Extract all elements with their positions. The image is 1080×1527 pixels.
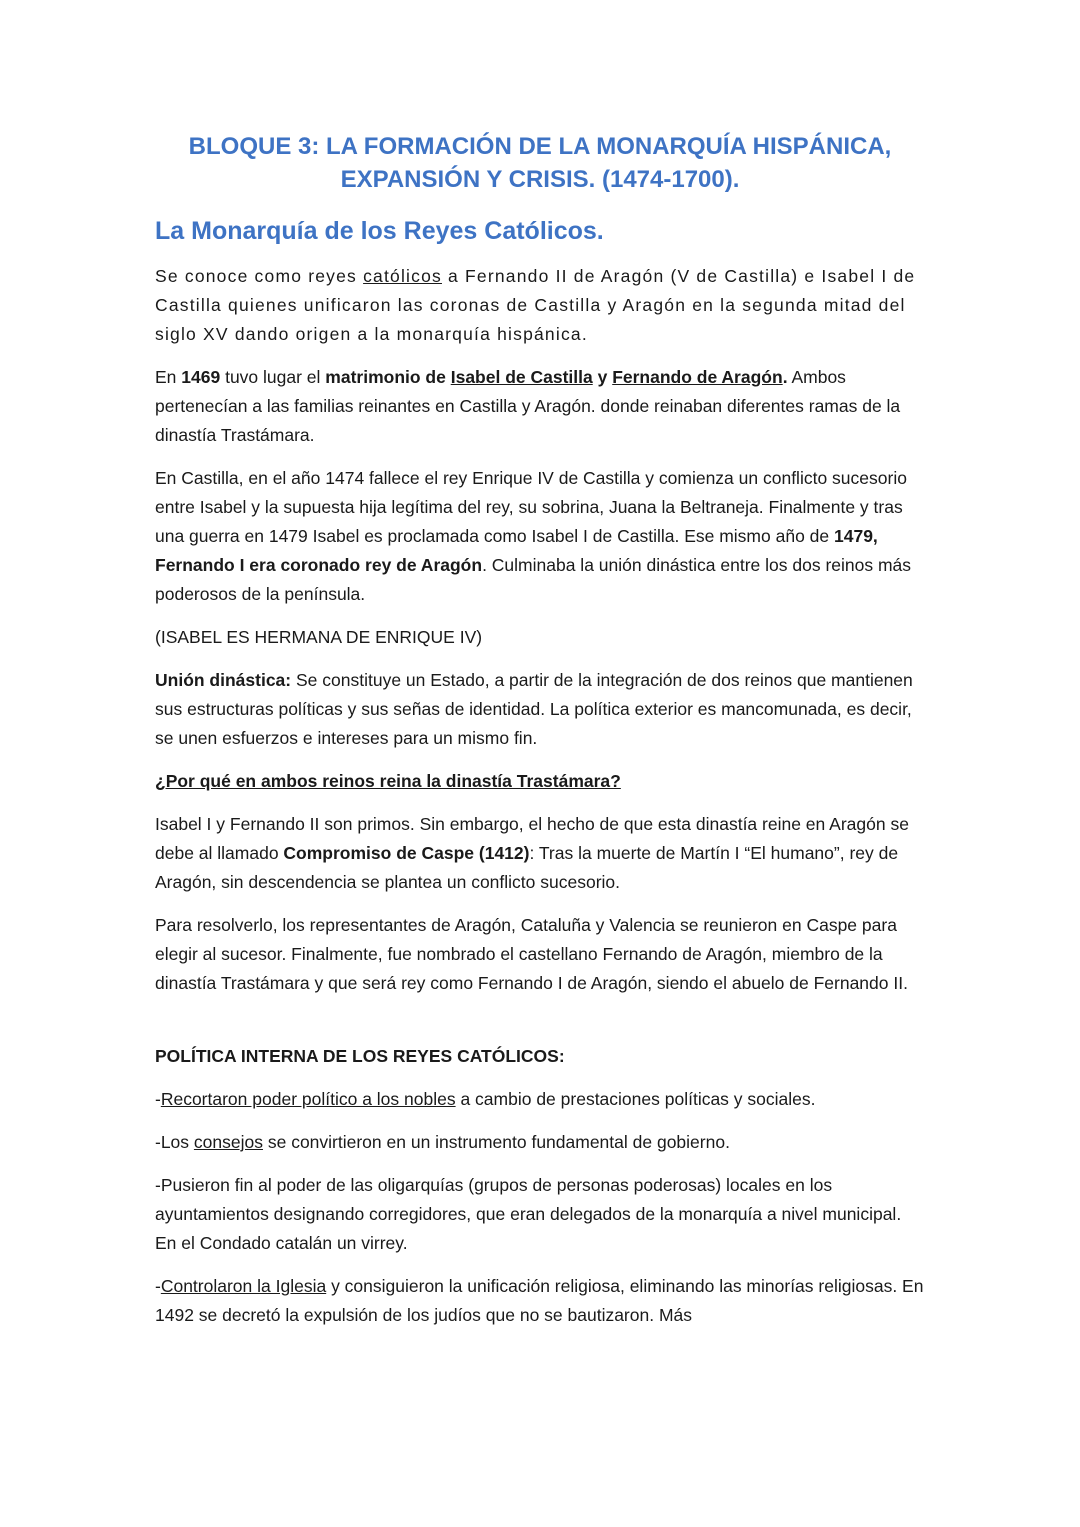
bullet-consejos bbox=[155, 1128, 925, 1157]
text-run: . Culminaba la unión dinástica entre los dos reinos más poderosos de la península. bbox=[155, 555, 912, 604]
text-run: En bbox=[155, 367, 182, 387]
text-run: y consiguieron la unificación religiosa, eliminando las minorías religiosas. En 1492 se decretó la expulsión de los judíos que no se bautizaron. Más bbox=[155, 1276, 924, 1325]
bold-text: 1469 bbox=[181, 367, 221, 387]
text-run: Se conoce como reyes bbox=[155, 266, 364, 286]
underlined-text: Controlaron la Iglesia bbox=[160, 1276, 327, 1296]
text-run: - bbox=[155, 1089, 161, 1109]
text-run: a Fernando II de Aragón (V de Castilla) e Isabel I de Castilla quienes unificaron las coronas de Castilla y Aragón en la segunda mitad del siglo XV dando origen a la monarquía hispánica. bbox=[155, 266, 916, 344]
bold-text: matrimonio de bbox=[325, 367, 451, 387]
paragraph-castilla bbox=[155, 464, 925, 609]
question-heading: ¿Por qué en ambos reinos reina la dinastía Trastámara? bbox=[155, 771, 621, 791]
bullet-nobles bbox=[155, 1085, 925, 1114]
text-run: Isabel I y Fernando II son primos. Sin embargo, el hecho de que esta dinastía reine en Aragón se debe al llamado bbox=[155, 814, 909, 863]
text-run: En Castilla, en el año 1474 fallece el rey Enrique IV de Castilla y comienza un conflicto sucesorio entre Isabel y la supuesta hija legítima del rey, su sobrina, Juana la Beltraneja. Finalmente y tras una guerra en 1479 Isabel es proclamada como Isabel I de Castilla. Ese mismo año de bbox=[155, 468, 907, 546]
document-title-line-1: BLOQUE 3: LA FORMACIÓN DE LA MONARQUÍA HISPÁNICA, bbox=[188, 133, 892, 160]
bold-underlined-text: Isabel de Castilla bbox=[450, 367, 593, 387]
section-heading-politica-interna bbox=[155, 1042, 925, 1071]
bold-text: . bbox=[782, 367, 788, 387]
text-run: se convirtieron en un instrumento fundamental de gobierno. bbox=[262, 1132, 730, 1152]
text-run: tuvo lugar el bbox=[220, 367, 326, 387]
paragraph-compromiso bbox=[155, 810, 925, 897]
text-run: -Los bbox=[155, 1132, 194, 1152]
paragraph-intro bbox=[155, 262, 925, 349]
underlined-text: católicos bbox=[363, 266, 442, 286]
text-run: a cambio de prestaciones políticas y sociales. bbox=[455, 1089, 816, 1109]
bold-text: 1479, Fernando I era coronado rey de Aragón bbox=[155, 526, 878, 575]
bold-text: y bbox=[592, 367, 613, 387]
paragraph-caspe: Para resolverlo, los representantes de Aragón, Cataluña y Valencia se reunieron en Caspe para elegir al sucesor. Finalmente, fue nombrado el castellano Fernando de Aragón, miembro de la dinastía Trastámara y que será rey como Fernando I de Aragón, siendo el abuelo de Fernando II. bbox=[155, 915, 908, 993]
paragraph-note: (ISABEL ES HERMANA DE ENRIQUE IV) bbox=[155, 627, 483, 647]
paragraph-marriage bbox=[155, 363, 925, 450]
text-run: - bbox=[155, 1276, 161, 1296]
underlined-text: consejos bbox=[193, 1132, 263, 1152]
document-title bbox=[155, 130, 925, 196]
underlined-text: Recortaron poder político a los nobles bbox=[160, 1089, 456, 1109]
paragraph-union-dinastica bbox=[155, 666, 925, 753]
text-run: : Tras la muerte de Martín I “El humano”, rey de Aragón, sin descendencia se plantea un conflicto sucesorio. bbox=[155, 843, 899, 892]
bold-text: Unión dinástica: bbox=[155, 670, 292, 690]
spacer bbox=[155, 1012, 925, 1042]
bold-text: Compromiso de Caspe (1412) bbox=[283, 843, 530, 863]
text-run: Se constituye un Estado, a partir de la integración de dos reinos que mantienen sus estructuras políticas y sus señas de identidad. La política exterior es mancomunada, es decir, se unen esfuerzos e intereses para un mismo fin. bbox=[155, 670, 913, 748]
bold-text: POLÍTICA INTERNA DE LOS REYES CATÓLICOS: bbox=[155, 1046, 565, 1066]
bold-underlined-text: Fernando de Aragón bbox=[612, 367, 783, 387]
text-run: Ambos pertenecían a las familias reinantes en Castilla y Aragón. donde reinaban diferentes ramas de la dinastía Trastámara. bbox=[155, 367, 901, 445]
section-heading: La Monarquía de los Reyes Católicos. bbox=[155, 217, 604, 245]
document-title-line-2: EXPANSIÓN Y CRISIS. (1474-1700). bbox=[340, 166, 740, 193]
bullet-iglesia bbox=[155, 1272, 925, 1330]
bullet-oligarquias: -Pusieron fin al poder de las oligarquías (grupos de personas poderosas) locales en los ayuntamientos designando corregidores, que eran delegados de la monarquía a nivel municipal. En el Condado catalán un virrey. bbox=[155, 1175, 902, 1253]
